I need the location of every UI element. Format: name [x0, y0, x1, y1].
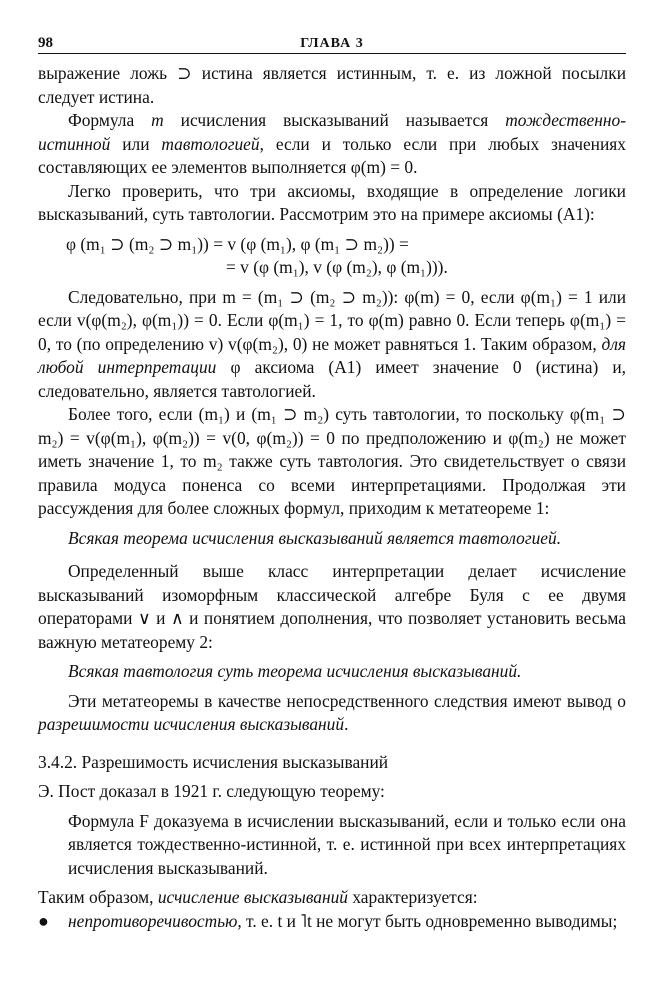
paragraph-6: Определенный выше класс интерпретации делает исчисление высказываний изоморфным классической алгебре Буля с ее двумя операторами ∨ и ∧ и понятием дополнения, что позволяет установить весьма важную метатеорему 2: — [38, 561, 626, 652]
page-number: 98 — [38, 35, 53, 51]
list-item: ● непротиворечивостью, т. е. t и ˥t не могут быть одновременно выводимы; — [38, 910, 626, 934]
axiom-formula — [38, 233, 626, 280]
paragraph-8: Э. Пост доказал в 1921 г. следующую теорему: — [38, 781, 385, 801]
section-title: 3.4.2. Разрешимость исчисления высказываний — [38, 751, 389, 772]
formula-line-2: = v (φ (m₁), v (φ (m₂), φ (m₁))). — [226, 257, 448, 277]
paragraph-3: Легко проверить, что три аксиомы, входящие в определение логики высказываний, суть тавтологии. Рассмотрим это на примере аксиомы (A1): — [38, 180, 626, 224]
bullet-icon: ● — [38, 910, 49, 931]
paragraph-7: Эти метатеоремы в качестве непосредственного следствия имеют вывод о разрешимости исчисления высказываний. — [38, 690, 626, 734]
post-theorem: Формула F доказуема в исчислении высказываний, если и только если она является тождественно-истинной, т. е. истинной при всех интерпретациях исчисления высказываний. — [68, 810, 626, 878]
paragraph-5: Более того, если (m₁) и (m₁ ⊃ m₂) суть тавтологии, то поскольку φ(m₁ ⊃ m₂) = v(φ(m₁), φ(m₂)) = v(0, φ(m₂)) = 0 по предположению и φ(m₂) не может иметь значение 1, то m₂ также суть тавтология. Это свидетельствует о связи правила модуса поненса со всеми интерпретациями. Продолжая эти рассуждения для более сложных формул, приходим к метатеореме 1: — [38, 404, 626, 518]
metatheorem-2: Всякая тавтология суть теорема исчисления высказываний. — [68, 661, 522, 681]
paragraph-1: выражение ложь ⊃ истина является истинным, т. е. из ложной посылки следует истина. — [38, 63, 626, 107]
paragraph-9: Таким образом, исчисление высказываний характеризуется: — [38, 887, 478, 907]
paragraph-4: Следовательно, при m = (m₁ ⊃ (m₂ ⊃ m₂)): φ(m) = 0, если φ(m₁) = 1 или если v(φ(m₂), φ(m₁)) = 0. Если φ(m₁) = 1, то φ(m) равно 0. Если теперь φ(m₁) = 0, то (по определению v) v(φ(m₂), 0) не может равняться 1. Таким образом, для любой интерпретации φ аксиома (A1) имеет значение 0 (истина) и, следовательно, является тавтологией. — [38, 286, 626, 401]
chapter-title: ГЛАВА 3 — [300, 36, 364, 51]
book-page — [38, 30, 626, 933]
paragraph-2: Формула m исчисления высказываний называется тождественно-истинной или тавтологией, если и только если при любых значениях составляющих ее элементов выполняется φ(m) = 0. — [38, 110, 626, 177]
formula-line-1: φ (m₁ ⊃ (m₂ ⊃ m₁)) = v (φ (m₁), φ (m₁ ⊃ m₂)) = — [66, 233, 409, 254]
metatheorem-1: Всякая теорема исчисления высказываний является тавтологией. — [68, 527, 562, 548]
running-header — [38, 30, 626, 52]
